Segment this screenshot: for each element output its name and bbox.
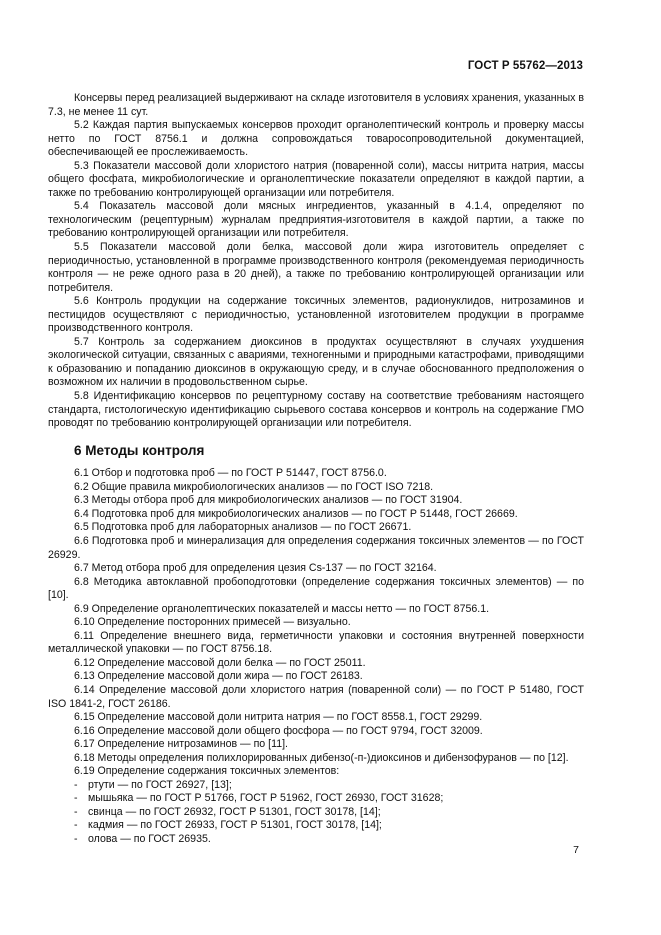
page-number: 7 [573, 844, 579, 856]
list-dash: - [74, 792, 78, 805]
method-paragraph: 6.18 Методы определения полихлорированных дибензо(-п-)диоксинов и дибензофуранов — по [12]. [74, 751, 569, 764]
method-paragraph: 6.1 Отбор и подготовка проб — по ГОСТ Р 51447, ГОСТ 8756.0. [74, 467, 387, 480]
method-paragraph: 6.15 Определение массовой доли нитрита натрия — по ГОСТ 8558.1, ГОСТ 29299. [74, 711, 483, 724]
method-paragraph: 6.2 Общие правила микробиологических анализов — по ГОСТ ISO 7218. [74, 480, 434, 493]
method-paragraph: 6.16 Определение массовой доли общего фосфора — по ГОСТ 9794, ГОСТ 32009. [74, 724, 483, 737]
method-paragraph: 6.11 Определение внешнего вида, герметичности упаковки и состояния внутренней поверхности металлической упаковки — по ГОСТ 8756.18. [48, 629, 584, 656]
list-item-text: мышьяка — по ГОСТ Р 51766, ГОСТ Р 51962, ГОСТ 26930, ГОСТ 31628; [88, 792, 444, 805]
method-paragraph: 6.3 Методы отбора проб для микробиологических анализов — по ГОСТ 31904. [74, 494, 463, 507]
toxic-elements-list [48, 779, 584, 847]
list-dash: - [74, 805, 78, 818]
list-item [74, 806, 584, 820]
list-item [74, 792, 584, 806]
list-item-text: ртути — по ГОСТ 26927, [13]; [88, 778, 232, 791]
method-paragraph: 6.9 Определение органолептических показателей и массы нетто — по ГОСТ 8756.1. [74, 602, 490, 615]
method-paragraph: 6.10 Определение посторонних примесей — визуально. [74, 616, 351, 629]
method-paragraph: 6.12 Определение массовой доли белка — по ГОСТ 25011. [74, 656, 366, 669]
methods-paragraphs [48, 467, 584, 779]
list-item [74, 779, 584, 793]
list-dash: - [74, 778, 78, 791]
list-item-text: кадмия — по ГОСТ 26933, ГОСТ Р 51301, ГОСТ 30178, [14]; [88, 819, 382, 832]
document-body [48, 92, 584, 847]
paragraph: 5.7 Контроль за содержанием диоксинов в продуктах осуществляют в случаях ухудшения экологической ситуации, связанных с авариями, техногенными и природными катастрофами, приводящими к образованию и попаданию диоксинов в окружающую среду, и в случае обоснованного предположения о возможном их наличии в продовольственном сырье. [48, 335, 584, 389]
paragraph: 5.4 Показатель массовой доли мясных ингредиентов, указанный в 4.1.4, определяют по технологическим (рецептурным) журналам предприятия-изготовителя в каждой партии, а также по требованию контролирующей организации или потребителя. [48, 200, 584, 240]
paragraph: 5.8 Идентификацию консервов по рецептурному составу на соответствие требованиям настоящего стандарта, гистологическую идентификацию сырьевого состава консервов и контроль на содержание ГМО проводят по требованию контролирующей организации или потребителя. [48, 390, 584, 430]
list-item-text: олова — по ГОСТ 26935. [88, 832, 211, 845]
method-paragraph: 6.7 Метод отбора проб для определения цезия Cs-137 — по ГОСТ 32164. [74, 562, 437, 575]
document-header: ГОСТ Р 55762—2013 [467, 60, 583, 72]
method-paragraph: 6.4 Подготовка проб для микробиологических анализов — по ГОСТ Р 51448, ГОСТ 26669. [74, 507, 518, 520]
method-paragraph: 6.19 Определение содержания токсичных элементов: [74, 765, 340, 778]
section-title: 6 Методы контроля [74, 442, 205, 458]
method-paragraph: 6.13 Определение массовой доли жира — по ГОСТ 26183. [74, 670, 363, 683]
list-dash: - [74, 832, 78, 845]
paragraph: 5.2 Каждая партия выпускаемых консервов проходит органолептический контроль и проверку массы нетто по ГОСТ 8756.1 и должна сопровождаться товаросопроводительной документацией, обеспечивающей ее прослеживаемость. [48, 119, 584, 159]
method-paragraph: 6.8 Методика автоклавной пробоподготовки (определение содержания токсичных элементов) — по [10]. [48, 575, 584, 602]
paragraph: 5.3 Показатели массовой доли хлористого натрия (поваренной соли), массы нитрита натрия, массы общего фосфата, микробиологические и органолептические показатели определяют в каждой партии, а также по требованию контролирующей организации или потребителя. [48, 159, 584, 199]
method-paragraph: 6.14 Определение массовой доли хлористого натрия (поваренной соли) — по ГОСТ Р 51480, ГОСТ ISO 1841-2, ГОСТ 26186. [48, 683, 584, 710]
method-paragraph: 6.6 Подготовка проб и минерализация для определения содержания токсичных элементов — по ГОСТ 26929. [48, 534, 584, 561]
paragraph: 5.5 Показатели массовой доли белка, массовой доли жира изготовитель определяет с периодичностью, установленной в программе производственного контроля (рекомендуемая периодичность контроля — не реже одного раза в 20 дней), а также по требованию контролирующей организации или потребителя. [48, 241, 584, 294]
requirements-paragraphs [48, 92, 584, 431]
list-item [74, 819, 584, 833]
list-dash: - [74, 819, 78, 832]
method-paragraph: 6.5 Подготовка проб для лабораторных анализов — по ГОСТ 26671. [74, 521, 412, 534]
paragraph: Консервы перед реализацией выдерживают на складе изготовителя в условиях хранения, указанных в 7.3, не менее 11 сут. [48, 92, 584, 118]
paragraph: 5.6 Контроль продукции на содержание токсичных элементов, радионуклидов, нитрозаминов и пестицидов осуществляют с периодичностью, установленной изготовителем продукции в программе производственного контроля. [48, 295, 584, 335]
method-paragraph: 6.17 Определение нитрозаминов — по [11]. [74, 738, 288, 751]
list-item-text: свинца — по ГОСТ 26932, ГОСТ Р 51301, ГОСТ 30178, [14]; [88, 805, 381, 818]
list-item [74, 833, 584, 847]
